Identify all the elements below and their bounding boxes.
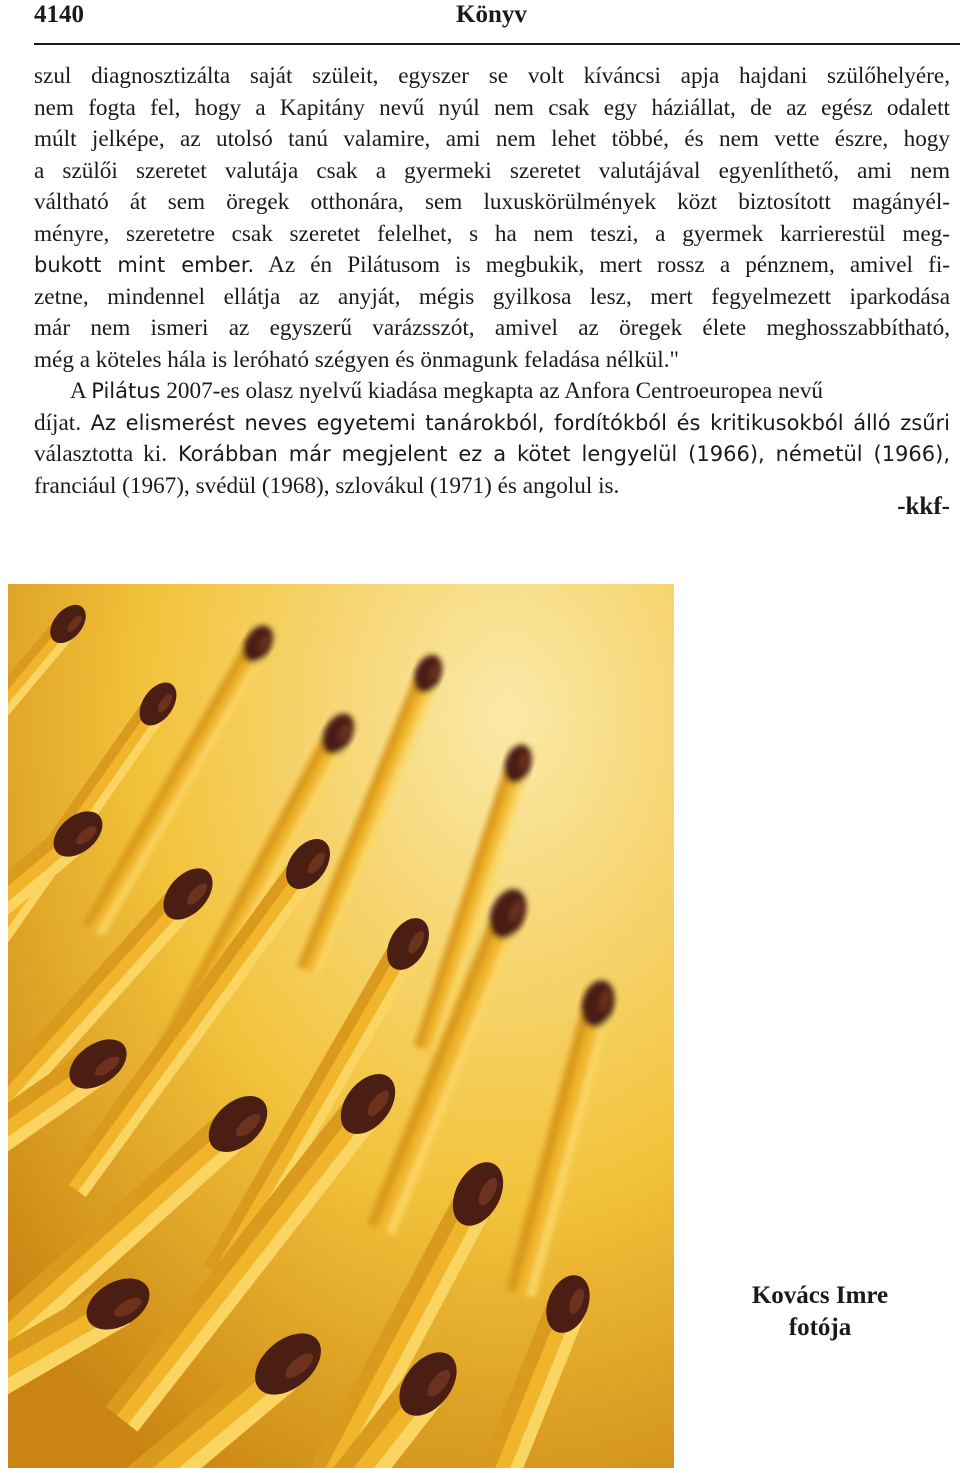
text-line bbox=[34, 250, 950, 282]
page-number: 4140 bbox=[34, 1, 84, 28]
matches-photo bbox=[8, 584, 674, 1468]
text-line: zetne, mindennel ellátja az anyját, mégis gyilkosa lesz, mert fegyelmezett iparkodása bbox=[34, 283, 950, 310]
credit-suffix: fotója bbox=[788, 1314, 852, 1341]
section-title: Könyv bbox=[456, 1, 527, 28]
text-line bbox=[34, 376, 950, 408]
article-body bbox=[34, 61, 950, 502]
text-span-sans: bukott mint ember. bbox=[34, 253, 255, 277]
text-line bbox=[34, 408, 950, 440]
text-span: választotta ki. bbox=[34, 441, 168, 467]
text-line: múlt jelképe, az utolsó tanú valamire, ami nem lehet többé, és nem vette észre, hogy bbox=[34, 126, 950, 152]
text-span: Az én Pilátusom is megbukik, mert rossz a pénznem, amivel fi- bbox=[254, 252, 950, 278]
text-span-sans: Az elismerést neves egyetemi tanárokból, fordítókból és kritikusokból álló zsűri bbox=[81, 410, 950, 435]
text-line: ményre, szeretetre csak szeretet felelhet, s ha nem teszi, a gyermek karrierestül meg- bbox=[34, 220, 950, 247]
text-line: váltható át sem öregek otthonára, sem luxuskörülmények közt biztosított magányél- bbox=[34, 189, 950, 215]
photo-credit bbox=[728, 1280, 912, 1344]
text-span-sans: Korábban már megjelent ez a kötet lengyelül (1966), németül (1966), bbox=[167, 442, 951, 466]
text-line: még a köteles hála is leróható szégyen és önmagunk feladása nélkül." bbox=[34, 346, 679, 373]
text-line: nem fogta fel, hogy a Kapitány nevű nyúl nem csak egy háziállat, de az egész odalett bbox=[34, 94, 950, 121]
text-line: már nem ismeri az egyszerű varázsszót, amivel az öregek élete meghosszabbítható, bbox=[34, 315, 950, 341]
author-signature: -kkf- bbox=[897, 493, 950, 520]
header-rule bbox=[34, 43, 960, 45]
text-span: díjat. bbox=[34, 409, 82, 436]
text-line: franciául (1967), svédül (1968), szlovákul (1971) és angolul is. bbox=[34, 472, 620, 499]
page-header bbox=[34, 0, 960, 40]
matches-photo-svg bbox=[8, 584, 674, 1468]
text-span: 2007-es olasz nyelvű kiadása megkapta az Anfora Centroeuropea nevű bbox=[160, 378, 824, 404]
text-line: szul diagnosztizálta saját szüleit, egyszer se volt kíváncsi apja hajdani szülőhelyére, bbox=[34, 63, 950, 89]
text-span: A bbox=[70, 378, 92, 404]
book-title: Pilátus bbox=[91, 379, 161, 403]
credit-name: Kovács Imre bbox=[751, 1282, 889, 1309]
text-line bbox=[34, 439, 950, 471]
text-line: a szülői szeretet valutája csak a gyermeki szeretet valutájával egyenlíthető, ami nem bbox=[34, 157, 950, 184]
